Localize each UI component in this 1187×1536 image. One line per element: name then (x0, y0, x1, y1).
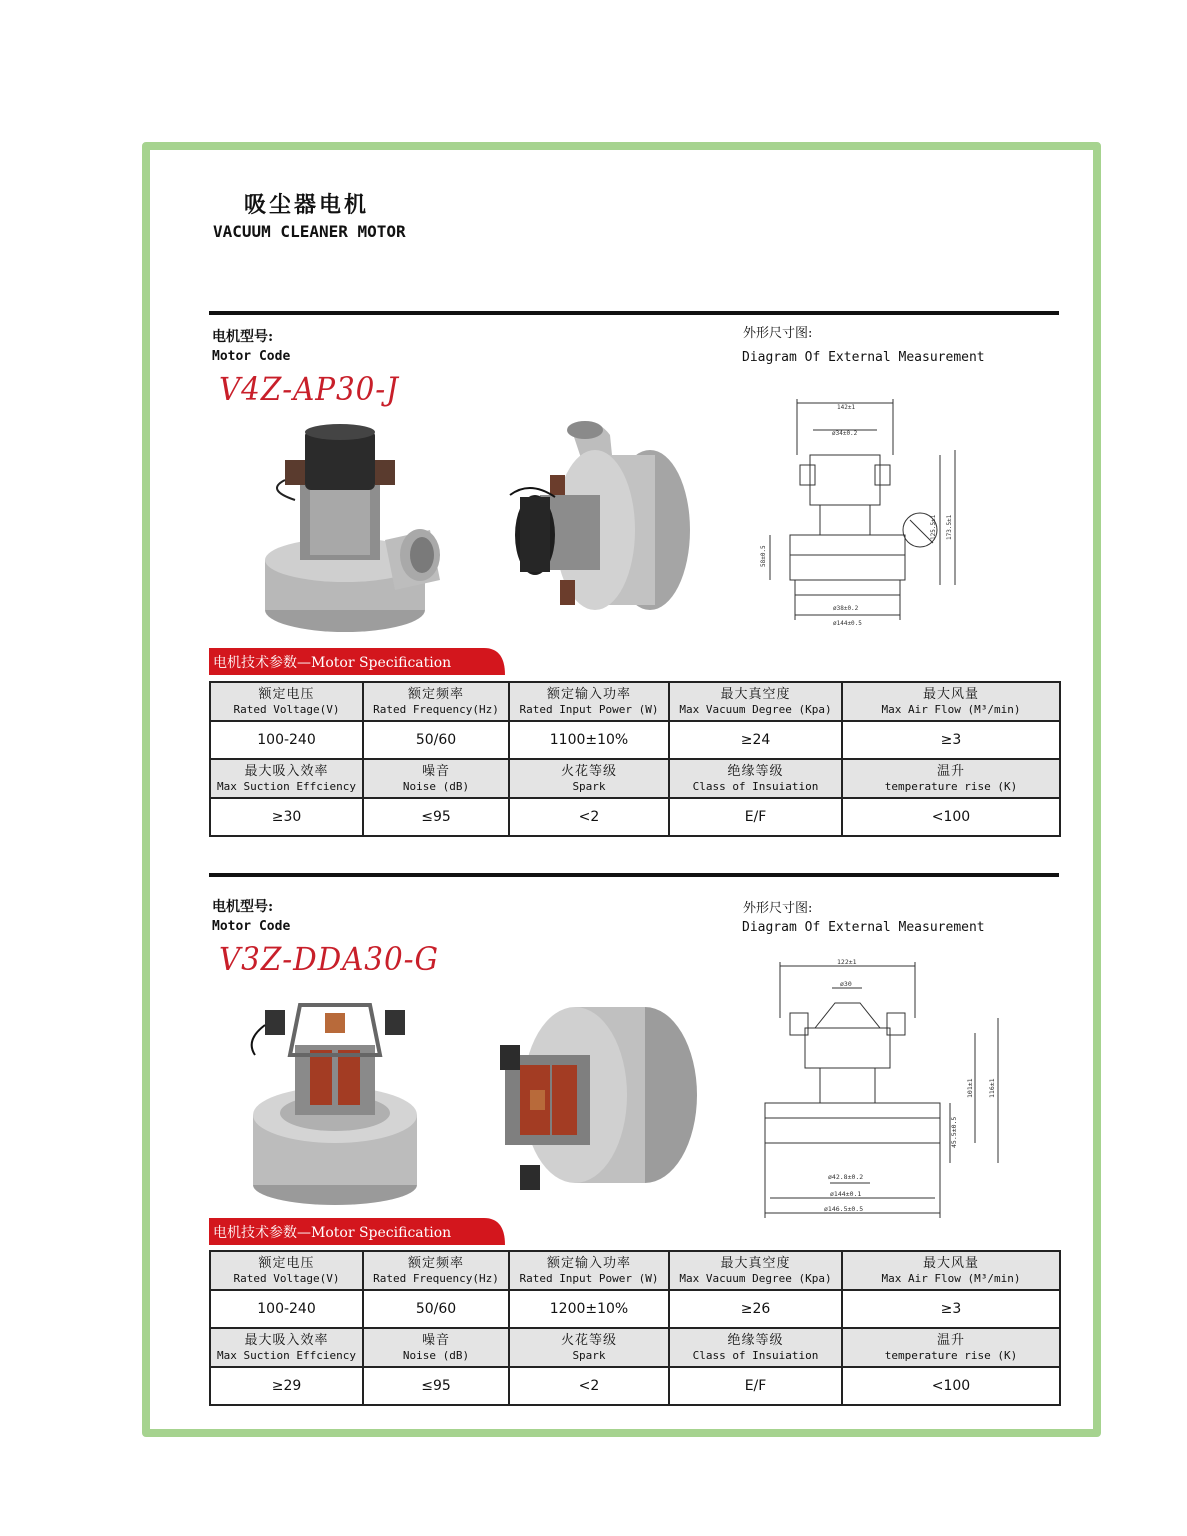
dim-label: ø144±0.1 (830, 1190, 862, 1198)
spec-header-row (210, 1251, 1060, 1290)
dim-label: ø38±0.2 (833, 605, 859, 612)
diagram-label-cn: 外形尺寸图: (743, 326, 813, 341)
spec-header: 噪音 Noise (dB) (363, 1328, 509, 1367)
dimension-diagram (755, 395, 985, 635)
spec-table (209, 681, 1061, 837)
spec-value: <2 (509, 1367, 669, 1405)
dim-label: ø146.5±0.5 (824, 1205, 864, 1213)
diagram-label-en: Diagram Of External Measurement (742, 920, 985, 935)
spec-value: ≥24 (669, 721, 842, 759)
spec-value: ≥26 (669, 1290, 842, 1328)
dim-label: 116±1 (988, 1078, 996, 1098)
spec-value: ≤95 (363, 1367, 509, 1405)
spec-header: 最大吸入效率 Max Suction Effciency (210, 1328, 363, 1367)
spec-header: 最大风量 Max Air Flow (M³/min) (842, 1251, 1060, 1290)
spec-value: <2 (509, 798, 669, 836)
diagram-label-cn: 外形尺寸图: (743, 901, 813, 916)
dim-label: ø42.8±0.2 (828, 1173, 864, 1181)
dim-label: ø34±0.2 (832, 430, 858, 437)
spec-header: 额定电压 Rated Voltage(V) (210, 1251, 363, 1290)
spec-header: 温升 temperature rise (K) (842, 759, 1060, 798)
motor-code-label-cn: 电机型号: (212, 899, 274, 915)
spec-header: 温升 temperature rise (K) (842, 1328, 1060, 1367)
page-title-cn: 吸尘器电机 (244, 192, 370, 218)
dimension-diagram (760, 958, 1005, 1218)
spec-value: <100 (842, 1367, 1060, 1405)
spec-banner-text: 电机技术参数—Motor Specification (213, 1225, 452, 1241)
dim-label: 125.5±1 (930, 514, 937, 540)
spec-value-row (210, 1367, 1060, 1405)
spec-banner-text: 电机技术参数—Motor Specification (213, 655, 452, 671)
spec-value: ≥3 (842, 1290, 1060, 1328)
dim-label: ø30 (840, 980, 852, 988)
spec-value: E/F (669, 1367, 842, 1405)
spec-value: 100-240 (210, 1290, 363, 1328)
motor-photo-side (490, 1005, 705, 1200)
dim-label: 45.5±0.5 (950, 1116, 958, 1148)
spec-value-row (210, 1290, 1060, 1328)
section-divider (209, 873, 1059, 877)
spec-header: 额定频率 Rated Frequency(Hz) (363, 682, 509, 721)
spec-header: 噪音 Noise (dB) (363, 759, 509, 798)
diagram-label-en: Diagram Of External Measurement (742, 350, 985, 365)
spec-header: 绝缘等级 Class of Insuiation (669, 1328, 842, 1367)
spec-header: 最大真空度 Max Vacuum Degree (Kpa) (669, 1251, 842, 1290)
motor-photo-front (245, 985, 425, 1210)
spec-value: 1200±10% (509, 1290, 669, 1328)
spec-header: 绝缘等级 Class of Insuiation (669, 759, 842, 798)
spec-header: 火花等级 Spark (509, 1328, 669, 1367)
spec-header: 火花等级 Spark (509, 759, 669, 798)
dim-label: 173.5±1 (946, 514, 953, 540)
dim-label: 122±1 (837, 958, 857, 966)
spec-header-row (210, 682, 1060, 721)
dim-label: ø144±0.5 (833, 620, 862, 627)
motor-code-label-en: Motor Code (212, 919, 291, 934)
spec-banner-label (209, 648, 505, 675)
section-divider (209, 311, 1059, 315)
spec-header: 最大吸入效率 Max Suction Effciency (210, 759, 363, 798)
spec-header: 额定频率 Rated Frequency(Hz) (363, 1251, 509, 1290)
spec-header-row (210, 759, 1060, 798)
spec-banner-label (209, 1218, 505, 1245)
spec-header-row (210, 1328, 1060, 1367)
spec-table (209, 1250, 1061, 1406)
dim-label: 142±1 (837, 404, 856, 411)
spec-value: <100 (842, 798, 1060, 836)
spec-header: 额定输入功率 Rated Input Power (W) (509, 1251, 669, 1290)
spec-value: ≥30 (210, 798, 363, 836)
page-title-en: VACUUM CLEANER MOTOR (213, 222, 406, 241)
motor-photo-front (255, 420, 445, 635)
spec-value: E/F (669, 798, 842, 836)
spec-value-row (210, 798, 1060, 836)
dim-label: 58±0.5 (760, 545, 767, 567)
spec-value-row (210, 721, 1060, 759)
spec-value: ≥3 (842, 721, 1060, 759)
spec-header: 额定输入功率 Rated Input Power (W) (509, 682, 669, 721)
motor-photo-side (500, 415, 700, 615)
spec-value: 100-240 (210, 721, 363, 759)
model-code: V4Z-AP30-J (219, 370, 399, 408)
spec-header: 最大真空度 Max Vacuum Degree (Kpa) (669, 682, 842, 721)
spec-value: 50/60 (363, 1290, 509, 1328)
spec-header: 额定电压 Rated Voltage(V) (210, 682, 363, 721)
dim-label: 101±1 (966, 1078, 974, 1098)
spec-value: 1100±10% (509, 721, 669, 759)
spec-value: ≥29 (210, 1367, 363, 1405)
spec-value: 50/60 (363, 721, 509, 759)
model-code: V3Z-DDA30-G (219, 940, 439, 978)
motor-code-label-cn: 电机型号: (212, 329, 274, 345)
spec-header: 最大风量 Max Air Flow (M³/min) (842, 682, 1060, 721)
spec-value: ≤95 (363, 798, 509, 836)
motor-code-label-en: Motor Code (212, 349, 291, 364)
